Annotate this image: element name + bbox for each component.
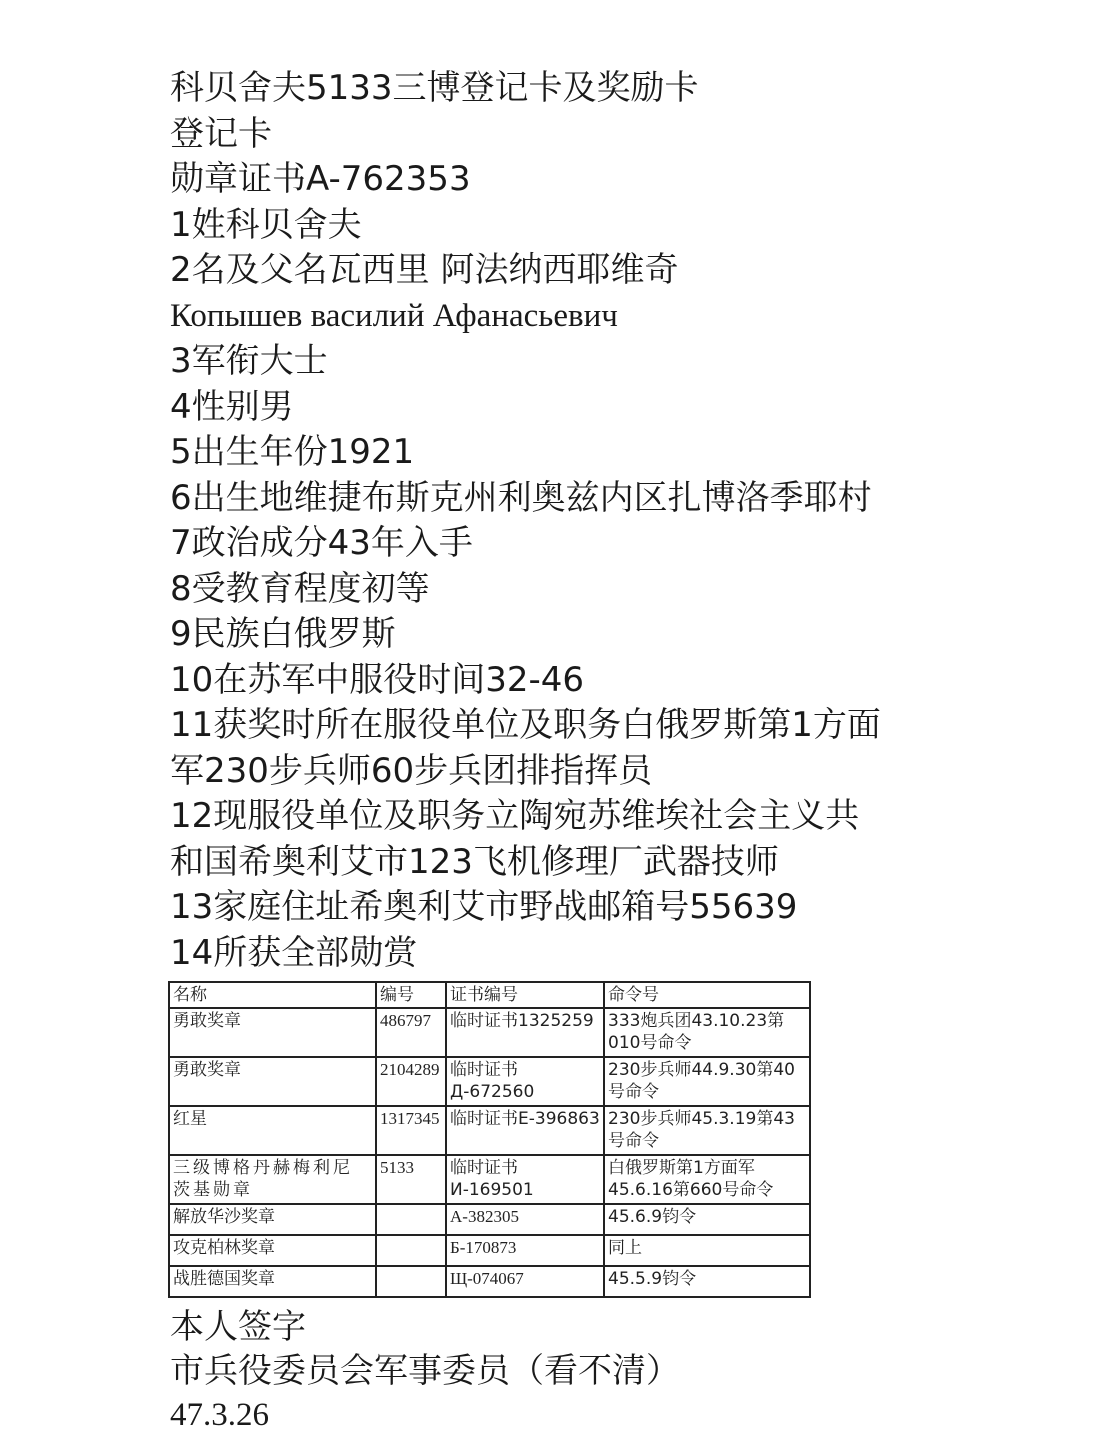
cell-name: 攻克柏林奖章 (169, 1235, 376, 1266)
cell-number (376, 1235, 446, 1266)
field-given-and-patronymic: 2名及父名瓦西里 阿法纳西耶维奇 (170, 250, 679, 290)
document-date: 47.3.26 (170, 1397, 269, 1433)
cell-order: 白俄罗斯第1方面军45.6.16第660号命令 (604, 1155, 810, 1204)
awards-table (168, 981, 811, 1298)
cell-name: 勇敢奖章 (169, 1057, 376, 1106)
field-russian-name: Копышев василий Афанасьевич (170, 297, 618, 334)
cell-number (376, 1204, 446, 1235)
table-row (169, 1204, 810, 1235)
cell-certificate: Б-170873 (446, 1235, 604, 1266)
field-birth-year: 5出生年份1921 (170, 432, 415, 472)
cell-certificate: Щ-074067 (446, 1266, 604, 1297)
field-service-period: 10在苏军中服役时间32-46 (170, 659, 585, 700)
table-row (169, 1008, 810, 1057)
field-all-awards: 14所获全部勋赏 (170, 932, 418, 973)
table-row (169, 1155, 810, 1204)
header-number: 编号 (376, 982, 446, 1008)
field-current-unit-line1: 12现服役单位及职务立陶宛苏维埃社会主义共 (170, 796, 860, 836)
field-birthplace: 6出生地维捷布斯克州利奥兹内区扎博洛季耶村 (170, 477, 872, 518)
military-commissar-line: 市兵役委员会军事委员（看不清） (170, 1351, 680, 1391)
cell-order: 45.5.9钧令 (604, 1266, 810, 1297)
cell-certificate: A-382305 (446, 1204, 604, 1235)
medal-certificate-number: 勋章证书A-762353 (170, 159, 471, 199)
document-footer (170, 1305, 680, 1437)
cell-name: 红星 (169, 1106, 376, 1155)
table-row (169, 1057, 810, 1106)
cell-name: 勇敢奖章 (169, 1008, 376, 1057)
cell-order: 45.6.9钧令 (604, 1204, 810, 1235)
cell-order: 同上 (604, 1235, 810, 1266)
header-name: 名称 (169, 982, 376, 1008)
cell-certificate: 临时证书И-169501 (446, 1155, 604, 1204)
cell-number (376, 1266, 446, 1297)
cell-certificate: 临时证书Д-672560 (446, 1057, 604, 1106)
header-certificate-number: 证书编号 (446, 982, 604, 1008)
field-sex: 4性别男 (170, 386, 294, 427)
field-home-address: 13家庭住址希奥利艾市野战邮箱号55639 (170, 887, 798, 927)
signature-label: 本人签字 (170, 1307, 306, 1347)
table-header-row (169, 982, 810, 1008)
document-subtitle: 登记卡 (170, 113, 272, 154)
table-row (169, 1235, 810, 1266)
cell-name: 三级博格丹赫梅利尼茨基勋章 (169, 1155, 376, 1204)
field-rank: 3军衔大士 (170, 341, 328, 381)
field-political-status: 7政治成分43年入手 (170, 523, 473, 563)
cell-order: 230步兵师44.9.30第40号命令 (604, 1057, 810, 1106)
cell-name: 解放华沙奖章 (169, 1204, 376, 1235)
cell-name: 战胜德国奖章 (169, 1266, 376, 1297)
cell-certificate: 临时证书1325259 (446, 1008, 604, 1057)
field-surname: 1姓科贝舍夫 (170, 204, 362, 245)
cell-order: 230步兵师45.3.19第43号命令 (604, 1106, 810, 1155)
cell-certificate: 临时证书E-396863 (446, 1106, 604, 1155)
cell-number: 486797 (376, 1008, 446, 1057)
field-unit-at-award-line2: 军230步兵师60步兵团排指挥员 (170, 750, 653, 791)
document-title: 科贝舍夫5133三博登记卡及奖励卡 (170, 68, 699, 108)
cell-number: 1317345 (376, 1106, 446, 1155)
field-current-unit-line2: 和国希奥利艾市123飞机修理厂武器技师 (170, 841, 779, 882)
registration-card-document (170, 66, 970, 976)
field-education: 8受教育程度初等 (170, 568, 430, 609)
header-order-number: 命令号 (604, 982, 810, 1008)
table-row (169, 1106, 810, 1155)
cell-number: 2104289 (376, 1057, 446, 1106)
table-row (169, 1266, 810, 1297)
field-unit-at-award-line1: 11获奖时所在服役单位及职务白俄罗斯第1方面 (170, 705, 881, 745)
cell-number: 5133 (376, 1155, 446, 1204)
field-nationality: 9民族白俄罗斯 (170, 614, 396, 654)
cell-order: 333炮兵团43.10.23第010号命令 (604, 1008, 810, 1057)
